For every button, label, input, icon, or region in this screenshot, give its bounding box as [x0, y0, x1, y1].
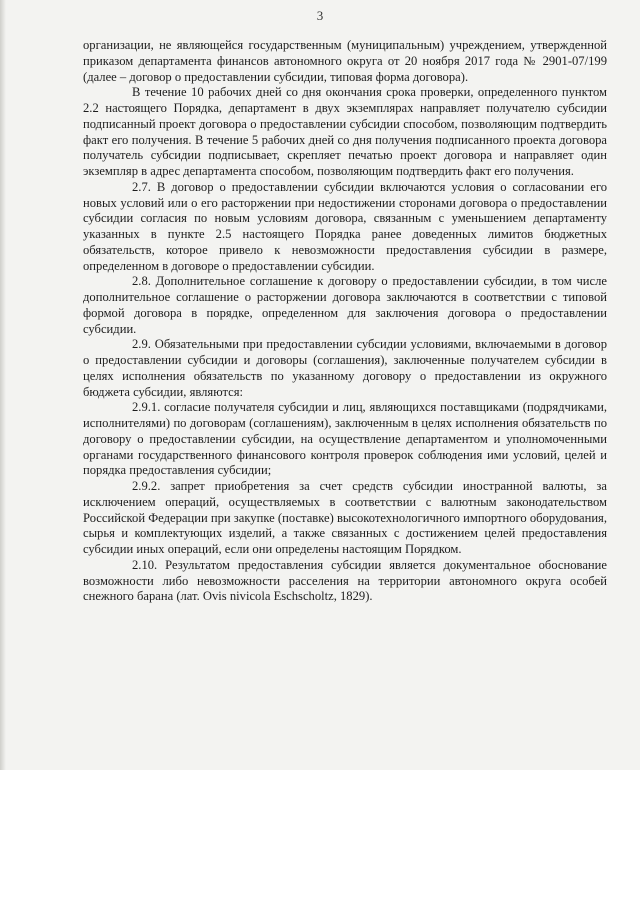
page-number: 3	[316, 8, 324, 23]
paragraph-2-10: 2.10. Результатом предоставления субсидии является документальное обоснование возможности либо невозможности расселения на территории автономного округа особей снежного барана (лат. Ovis nivicola Eschscholtz, 1829).	[83, 557, 607, 604]
paragraph-contract-signing: В течение 10 рабочих дней со дня окончания срока проверки, определенного пунктом 2.2 настоящего Порядка, департамент в двух экземплярах направляет получателю субсидии подписанный проект договора о предоставлении субсидии способом, позволяющим подтвердить факт его получения. В течение 5 рабочих дней со дня получения подписанного проекта договора получатель субсидии подписывает, скрепляет печатью проект договора и направляет один экземпляр в адрес департамента способом, позволяющим подтвердить факт его получения.	[83, 85, 607, 178]
paragraph-2-8: 2.8. Дополнительное соглашение к договору о предоставлении субсидии, в том числе дополнительное соглашение о расторжении договора заключаются в соответствии с типовой формой договора в порядке, определенном для заключения договора о предоставлении субсидии.	[83, 274, 607, 336]
paragraph-2-9: 2.9. Обязательными при предоставлении субсидии условиями, включаемыми в договор о предоставлении субсидии и договоры (соглашения), заключенные получателем субсидии в целях исполнения обязательств по указанному договору о предоставлении из окружного бюджета субсидии, являются:	[83, 337, 607, 399]
paragraph-continuation: организации, не являющейся государственным (муниципальным) учреждением, утвержденной приказом департамента финансов автономного округа от 20 ноября 2017 года № 2901-07/199 (далее – договор о предоставлении субсидии, типовая форма договора).	[83, 38, 607, 84]
scan-edge-shadow	[0, 0, 6, 770]
document-body	[83, 38, 607, 605]
paragraph-2-9-1: 2.9.1. согласие получателя субсидии и лиц, являющихся поставщиками (подрядчиками, исполнителями) по договорам (соглашениям), заключенным в целях исполнения обязательств по договору о предоставлении субсидии, на осуществление департаментом и уполномоченными органами государственного финансового контроля проверок соблюдения ими условий, целей и порядка предоставления субсидии;	[83, 400, 607, 478]
paragraph-2-9-2: 2.9.2. запрет приобретения за счет средств субсидии иностранной валюты, за исключением операций, осуществляемых в соответствии с валютным законодательством Российской Федерации при закупке (поставке) высокотехнологичного импортного оборудования, сырья и комплектующих изделий, а также связанных с достижением целей предоставления субсидии иных операций, если они определены настоящим Порядком.	[83, 479, 607, 556]
paragraph-2-7: 2.7. В договор о предоставлении субсидии включаются условия о согласовании его новых условий или о его расторжении при недостижении сторонами договора о предоставлении субсидии согласия по новым условиям договора, связанным с уменьшением департаменту указанных в пункте 2.5 настоящего Порядка ранее доведенных лимитов бюджетных обязательств, которое привело к невозможности предоставления субсидии в размере, определенном в договоре о предоставлении субсидии.	[83, 179, 607, 273]
page-bottom-margin	[0, 770, 640, 905]
